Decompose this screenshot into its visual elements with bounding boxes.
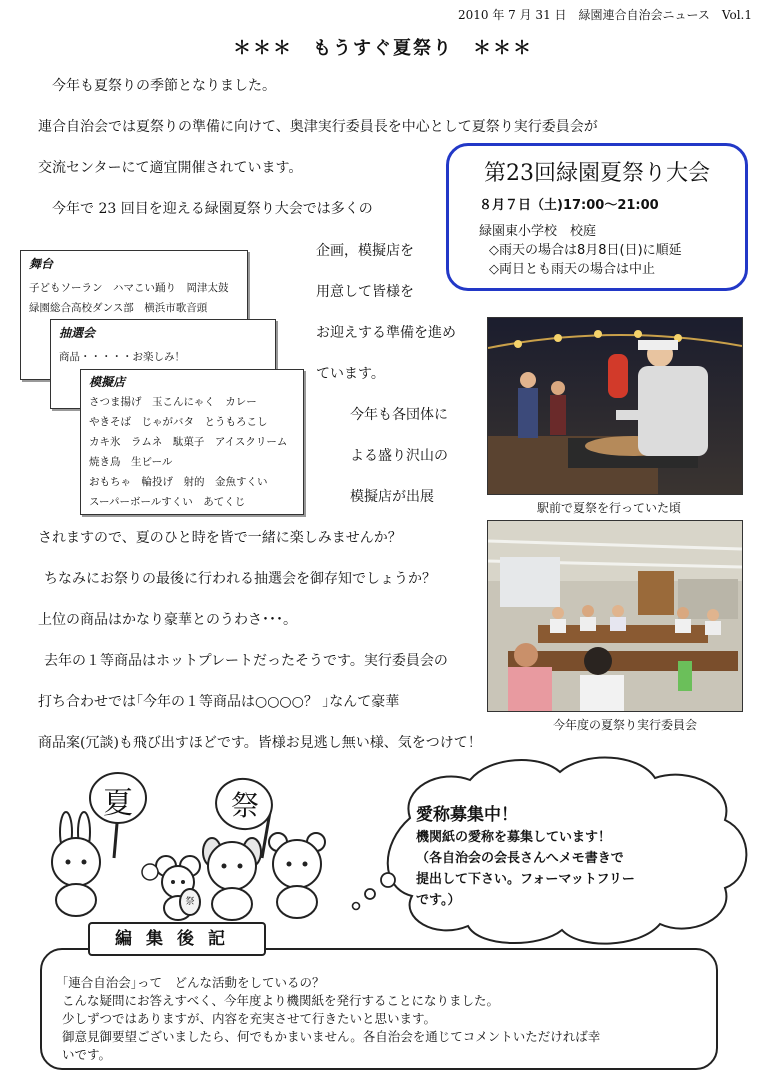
body-line-17: 商品案(冗談)も飛び出すほどです。皆様お見逃し無い様、気をつけて！ xyxy=(38,735,482,751)
body-line-4: 今年で 23 回目を迎える緑園夏祭り大会では多くの xyxy=(52,201,373,217)
body-line-6: 用意して皆様を xyxy=(316,284,414,300)
nickname-callout-cloud xyxy=(340,748,760,953)
editors-note-line: 御意見御要望ございましたら、何でもかまいません。各自治会を通じてコメントいただければ幸 xyxy=(62,1029,601,1044)
issue-date-header: 2010 年 7 月 31 日 緑園連合自治会ニュース Vol.1 xyxy=(458,8,752,22)
lottery-card-title: 抽選会 xyxy=(59,326,96,340)
callout-line: （各自治会の会長さんへメモ書きで xyxy=(416,851,624,866)
event-info-box xyxy=(446,143,748,291)
lottery-card-line: 商品・・・・・お楽しみ！ xyxy=(59,351,185,363)
fan-sign-summer: 夏 xyxy=(103,786,133,821)
event-date: ８月７日（土)17:00～21:00 xyxy=(479,198,659,213)
body-line-7: お迎えする準備を進め xyxy=(316,325,456,341)
stalls-card-line: スーパーボールすくい あてくじ xyxy=(89,496,246,508)
festival-animals-illustration xyxy=(40,762,340,922)
body-line-1: 今年も夏祭りの季節となりました。 xyxy=(52,78,276,94)
body-line-10: よる盛り沢山の xyxy=(350,448,448,464)
body-line-13: ちなみにお祭りの最後に行われる抽選会を御存知でしょうか？ xyxy=(44,571,436,587)
event-cancel-note: ◇両日とも雨天の場合は中止 xyxy=(489,262,655,277)
stalls-card-title: 模擬店 xyxy=(89,375,126,389)
fan-sign-festival: 祭 xyxy=(230,789,259,822)
stalls-card-line: 焼き鳥 生ビール xyxy=(89,456,173,468)
callout-line: 提出して下さい。フォーマットフリー xyxy=(416,872,635,887)
lantern-label: 祭 xyxy=(185,897,195,907)
stage-card-line: 子どもソーラン ハマこい踊り 岡津太鼓 xyxy=(29,282,229,294)
stalls-card-line: やきそば じゃがバタ とうもろこし xyxy=(89,416,268,428)
page-title: ＊＊＊ もうすぐ夏祭り ＊＊＊ xyxy=(233,38,533,59)
body-line-16: 打ち合わせでは｢今年の１等商品は○○○○？ ｣なんて豪華 xyxy=(38,694,400,710)
body-line-8: ています。 xyxy=(316,366,385,382)
stalls-card-line: さつま揚げ 玉こんにゃく カレー xyxy=(89,396,257,408)
body-line-9: 今年も各団体に xyxy=(350,407,448,423)
body-line-2: 連合自治会では夏祭りの準備に向けて、奥津実行委員長を中心として夏祭り実行委員会が xyxy=(38,119,598,135)
body-line-14: 上位の商品はかなり豪華とのうわさ･･･。 xyxy=(38,612,297,628)
body-line-11: 模擬店が出展 xyxy=(350,489,434,505)
meeting-photo xyxy=(487,520,743,712)
body-line-12: されますので、夏のひと時を皆で一緒に楽しみませんか？ xyxy=(38,530,402,546)
stalls-card-line: おもちゃ 輪投げ 射的 金魚すくい xyxy=(89,476,268,488)
event-rain-note: ◇雨天の場合は8月8日(日)に順延 xyxy=(489,243,682,258)
body-line-5: 企画，模擬店を xyxy=(316,243,414,259)
stalls-card-line: カキ氷 ラムネ 駄菓子 アイスクリーム xyxy=(89,436,288,448)
editors-note-line: いです。 xyxy=(62,1047,112,1062)
callout-title: 愛称募集中！ xyxy=(416,805,518,825)
event-venue: 緑園東小学校 校庭 xyxy=(479,224,597,239)
editors-note-label: 編集後記 xyxy=(88,922,266,956)
meeting-photo-caption: 今年度の夏祭り実行委員会 xyxy=(553,718,698,732)
editors-note-line: こんな疑問にお答えすべく、今年度より機関紙を発行することになりました。 xyxy=(62,993,500,1008)
body-line-15: 去年の１等商品はホットプレートだったそうです。実行委員会の xyxy=(44,653,448,669)
callout-line: 機関紙の愛称を募集しています！ xyxy=(416,830,612,845)
festival-photo-caption: 駅前で夏祭を行っていた頃 xyxy=(537,501,682,515)
body-line-3: 交流センターにて適宜開催されています。 xyxy=(38,160,303,176)
editors-note-line: ｢連合自治会｣って どんな活動をしているの？ xyxy=(62,975,325,990)
stage-card-title: 舞台 xyxy=(29,257,54,271)
editors-note-line: 少しずつではありますが、内容を充実させて行きたいと思います。 xyxy=(62,1011,437,1026)
event-title: 第23回緑園夏祭り大会 xyxy=(484,161,710,186)
stalls-card xyxy=(80,369,304,515)
festival-photo xyxy=(487,317,743,495)
stage-card-line: 緑園総合高校ダンス部 横浜市歌音頭 xyxy=(29,302,208,314)
callout-line: です。） xyxy=(416,893,461,908)
